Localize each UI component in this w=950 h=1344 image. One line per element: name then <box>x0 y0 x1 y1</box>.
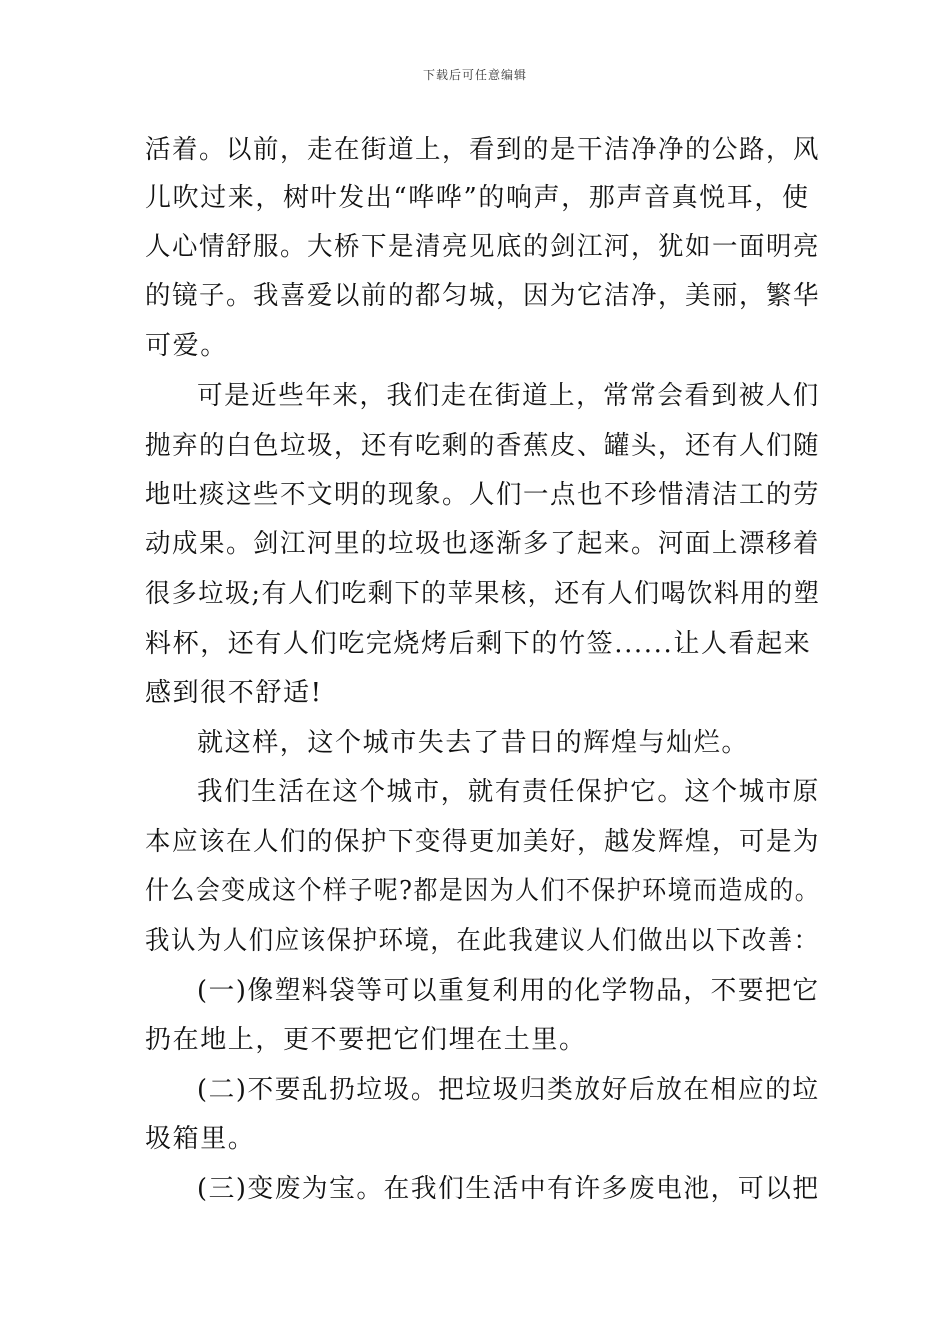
text-line: (一)像塑料袋等可以重复利用的化学物品，不要把它 <box>197 976 820 1006</box>
text-line: (二)不要乱扔垃圾。把垃圾归类放好后放在相应的垃 <box>197 1075 820 1105</box>
text-line: 扔在地上，更不要把它们埋在土里。 <box>145 1025 587 1055</box>
text-line: 的镜子。我喜爱以前的都匀城，因为它洁净，美丽，繁华 <box>145 281 821 311</box>
text-line: 本应该在人们的保护下变得更加美好，越发辉煌，可是为 <box>145 827 821 857</box>
text-line: 抛弃的白色垃圾，还有吃剩的香蕉皮、罐头，还有人们随 <box>145 431 821 461</box>
text-line: 人心情舒服。大桥下是清亮见底的剑江河，犹如一面明亮 <box>145 232 821 262</box>
text-line: 可爱。 <box>145 331 228 361</box>
page-header: 下载后可任意编辑 <box>422 68 527 82</box>
text-line: 就这样，这个城市失去了昔日的辉煌与灿烂。 <box>197 728 750 758</box>
text-line: 很多垃圾;有人们吃剩下的苹果核，还有人们喝饮料用的塑 <box>145 579 821 609</box>
text-line: 儿吹过来，树叶发出“哗哗”的响声，那声音真悦耳，使 <box>145 183 810 213</box>
text-line: 圾箱里。 <box>145 1124 256 1154</box>
text-line: 地吐痰这些不文明的现象。人们一点也不珍惜清洁工的劳 <box>145 480 821 510</box>
text-line: 我认为人们应该保护环境，在此我建议人们做出以下改善： <box>145 926 820 956</box>
text-line: (三)变废为宝。在我们生活中有许多废电池，可以把 <box>197 1174 820 1204</box>
text-line: 什么会变成这个样子呢?都是因为人们不保护环境而造成的。 <box>145 876 821 906</box>
text-line: 我们生活在这个城市，就有责任保护它。这个城市原 <box>197 777 820 807</box>
text-line: 料杯，还有人们吃完烧烤后剩下的竹签......让人看起来 <box>145 629 812 659</box>
text-line: 活着。以前，走在街道上，看到的是干洁净净的公路，风 <box>145 135 821 165</box>
text-line: 动成果。剑江河里的垃圾也逐渐多了起来。河面上漂移着 <box>145 529 821 559</box>
text-line: 感到很不舒适! <box>145 678 323 708</box>
text-line: 可是近些年来，我们走在街道上，常常会看到被人们 <box>197 381 820 411</box>
